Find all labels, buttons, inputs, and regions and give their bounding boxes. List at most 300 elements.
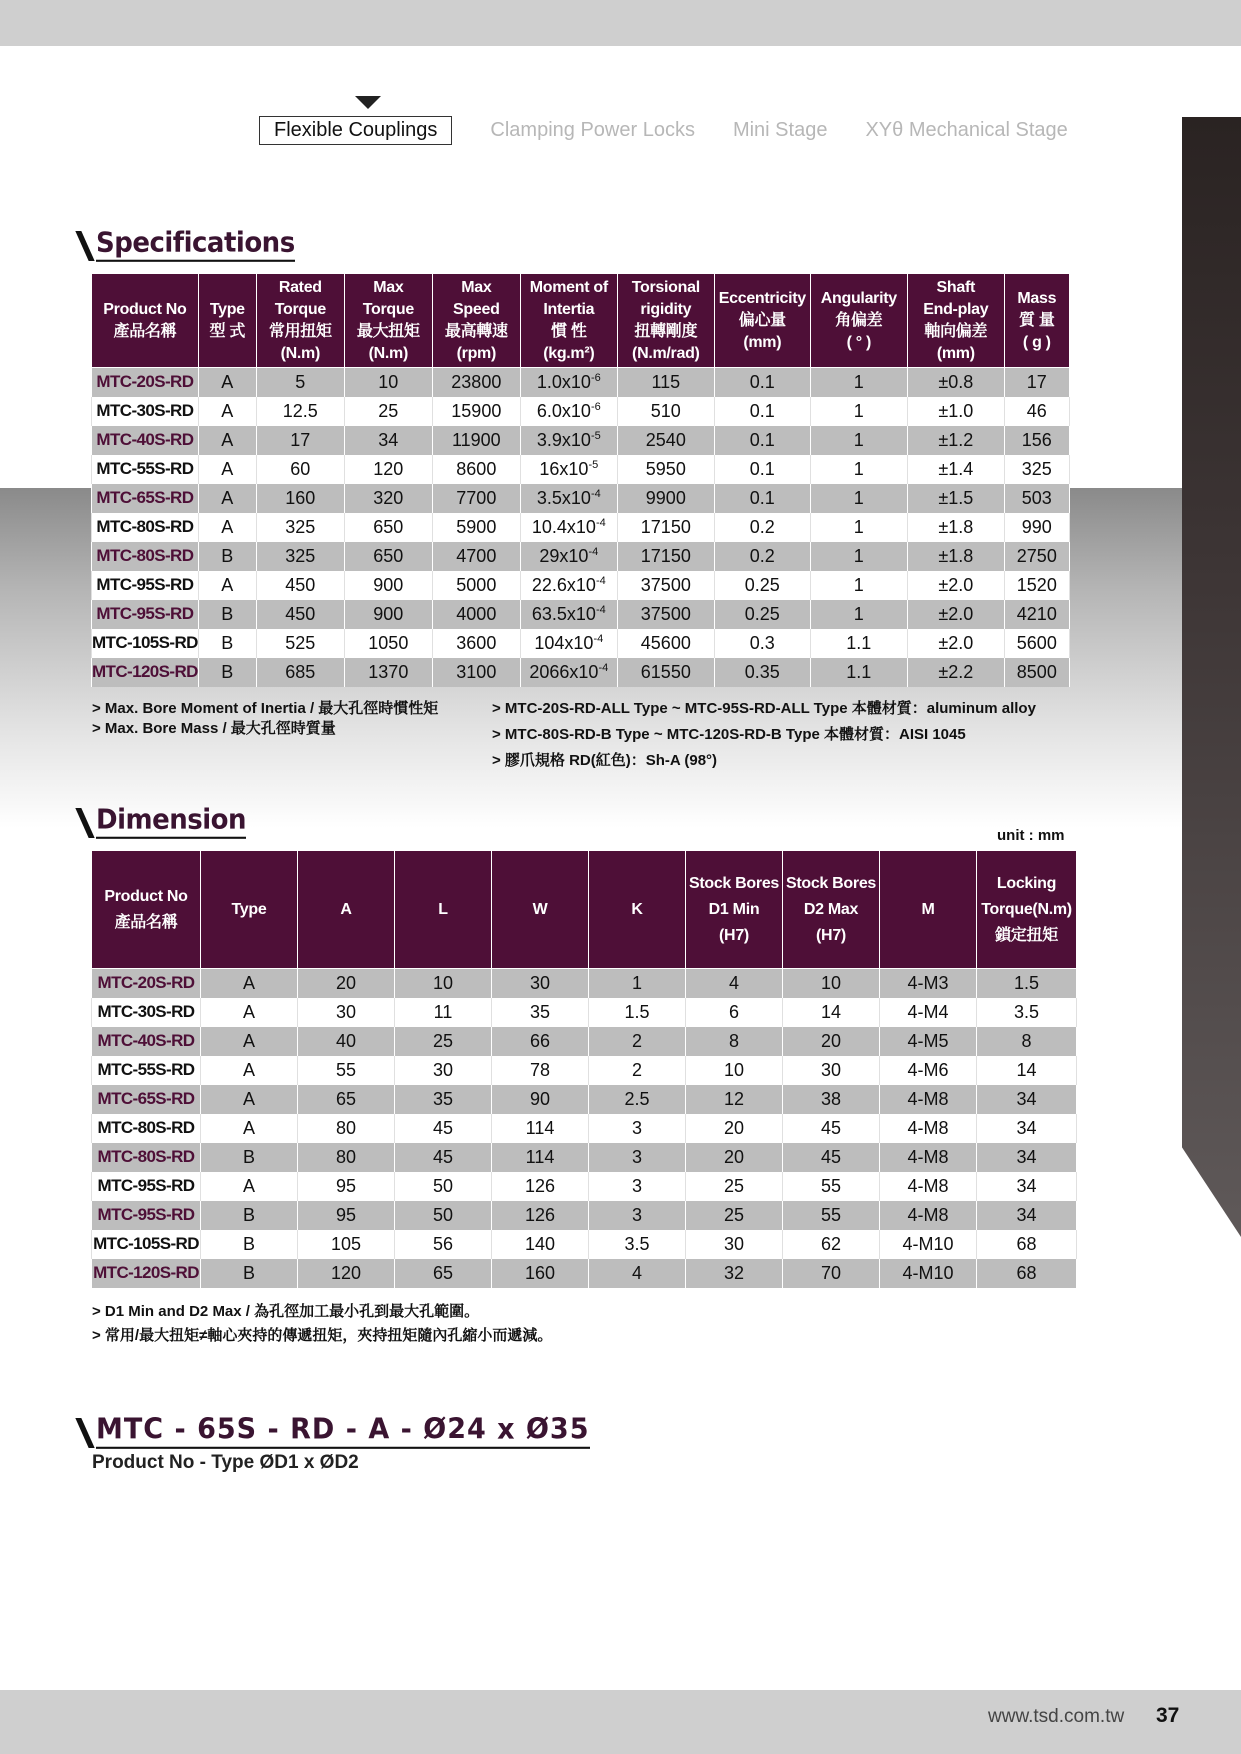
column-header: Torsional rigidity 扭轉剛度 (N.m/rad) [617,274,714,368]
inertia-mantissa: 104x10 [534,632,594,653]
dimension-title: Dimension [96,804,246,839]
table-cell: 38 [783,1085,880,1114]
table-cell: 0.1 [714,426,810,455]
column-header: Type 型 式 [198,274,256,368]
table-cell: 25 [395,1027,492,1056]
table-cell: 80 [298,1114,395,1143]
table-cell: 17 [1004,368,1069,397]
table-cell: 55 [783,1172,880,1201]
table-cell: 34 [977,1201,1077,1230]
inertia-mantissa: 2066x10 [529,661,599,682]
table-cell: 650 [344,513,432,542]
table-cell: 6 [686,998,783,1027]
product-no-cell: MTC-95S-RD [92,571,199,600]
table-cell: 1.1 [810,629,907,658]
table-cell: A [201,1085,298,1114]
table-cell: 1 [810,426,907,455]
dimension-notes [92,1300,552,1348]
table-cell: B [198,658,256,687]
unit-label: unit : mm [997,827,1065,844]
table-cell: 325 [256,542,344,571]
table-cell: 4-M4 [880,998,977,1027]
inertia-exponent: -4 [588,545,599,558]
product-no-cell: MTC-120S-RD [92,1259,201,1288]
table-cell: 20 [783,1027,880,1056]
table-cell: 10 [344,368,432,397]
table-cell: 3.5 [589,1230,686,1259]
table-cell: 35 [492,998,589,1027]
table-row [92,1114,1077,1143]
inertia-exponent: -4 [598,661,609,674]
table-cell: 9900 [617,484,714,513]
table-cell: 11 [395,998,492,1027]
table-cell: ±0.8 [907,368,1004,397]
inertia-cell [520,600,617,629]
table-cell: 3 [589,1114,686,1143]
table-cell: A [201,1114,298,1143]
table-cell: ±1.8 [907,513,1004,542]
inertia-cell [520,426,617,455]
product-no-cell: MTC-95S-RD [92,600,199,629]
table-cell: 25 [344,397,432,426]
table-cell: 34 [977,1172,1077,1201]
dimension-heading [82,805,246,838]
table-cell: 1.5 [977,969,1077,998]
top-band [0,0,1241,46]
inertia-exponent: -4 [595,603,606,616]
table-cell: 4700 [432,542,520,571]
table-cell: 2540 [617,426,714,455]
table-cell: 1.1 [810,658,907,687]
table-cell: 45 [395,1143,492,1172]
product-no-cell: MTC-80S-RD [92,542,199,571]
table-cell: 450 [256,571,344,600]
dimension-header-row [92,851,1077,969]
table-cell: 4 [686,969,783,998]
column-header: Max Speed 最高轉速 (rpm) [432,274,520,368]
column-header: Shaft End-play 軸向偏差 (mm) [907,274,1004,368]
table-row [92,969,1077,998]
table-cell: 0.25 [714,600,810,629]
column-header: Moment of Intertia 慣 性 (kg.m²) [520,274,617,368]
table-row [92,484,1070,513]
table-cell: 34 [977,1114,1077,1143]
heading-slash-icon [75,1418,94,1448]
table-cell: 685 [256,658,344,687]
inertia-mantissa: 6.0x10 [536,400,591,421]
table-cell: 114 [492,1114,589,1143]
table-cell: A [201,1056,298,1085]
specifications-table [91,273,1070,687]
table-cell: 4000 [432,600,520,629]
table-cell: 30 [783,1056,880,1085]
table-row [92,1056,1077,1085]
table-cell: 1050 [344,629,432,658]
product-no-cell: MTC-95S-RD [92,1201,201,1230]
table-cell: 10 [686,1056,783,1085]
category-nav [259,116,1106,145]
table-cell: 0.1 [714,397,810,426]
table-cell: 32 [686,1259,783,1288]
table-cell: 4-M3 [880,969,977,998]
product-no-cell: MTC-20S-RD [92,969,201,998]
table-cell: 1 [810,571,907,600]
column-header: W [492,851,589,969]
inertia-cell [520,484,617,513]
table-cell: 37500 [617,600,714,629]
table-cell: 1.5 [589,998,686,1027]
column-header: L [395,851,492,969]
table-cell: A [198,368,256,397]
note-line: > MTC-20S-RD-ALL Type ~ MTC-95S-RD-ALL Type 本體材質：aluminum alloy [492,700,1036,717]
table-cell: 95 [298,1172,395,1201]
table-cell: 503 [1004,484,1069,513]
table-cell: 8500 [1004,658,1069,687]
table-cell: 320 [344,484,432,513]
table-row [92,1143,1077,1172]
column-header: Product No 產品名稱 [92,851,201,969]
inertia-exponent: -6 [590,400,601,413]
table-row [92,542,1070,571]
heading-slash-icon [75,231,94,261]
table-cell: 8 [686,1027,783,1056]
table-cell: 5 [256,368,344,397]
specifications-notes-right [492,696,1036,774]
tab-flexible-couplings[interactable]: Flexible Couplings [259,116,452,145]
table-cell: 70 [783,1259,880,1288]
column-header: Max Torque 最大扭矩 (N.m) [344,274,432,368]
table-cell: 115 [617,368,714,397]
inertia-mantissa: 3.9x10 [536,429,591,450]
table-cell: A [201,998,298,1027]
table-cell: ±2.2 [907,658,1004,687]
product-no-cell: MTC-20S-RD [92,368,199,397]
table-row [92,1259,1077,1288]
table-cell: 14 [977,1056,1077,1085]
table-cell: 4-M8 [880,1172,977,1201]
product-no-cell: MTC-105S-RD [92,1230,201,1259]
table-cell: 900 [344,600,432,629]
table-row [92,426,1070,455]
table-cell: 4-M8 [880,1114,977,1143]
table-cell: 4-M8 [880,1201,977,1230]
inertia-cell [520,542,617,571]
table-cell: 17 [256,426,344,455]
footer-url[interactable]: www.tsd.com.tw [988,1706,1125,1727]
table-cell: 56 [395,1230,492,1259]
column-header: Locking Torque(N.m) 鎖定扭矩 [977,851,1077,969]
table-cell: B [198,600,256,629]
table-cell: 0.1 [714,455,810,484]
table-cell: A [201,1027,298,1056]
product-no-cell: MTC-80S-RD [92,1143,201,1172]
table-cell: B [198,542,256,571]
note-line: > Max. Bore Moment of Inertia / 最大孔徑時慣性矩 [92,700,439,717]
product-no-cell: MTC-80S-RD [92,1114,201,1143]
column-header: Rated Torque 常用扭矩 (N.m) [256,274,344,368]
table-cell: 0.2 [714,542,810,571]
table-cell: 55 [783,1201,880,1230]
product-no-cell: MTC-40S-RD [92,1027,201,1056]
table-row [92,629,1070,658]
table-cell: 7700 [432,484,520,513]
table-cell: 1 [810,368,907,397]
table-cell: 11900 [432,426,520,455]
specifications-heading [82,228,295,261]
tab-clamping-power-locks[interactable]: Clamping Power Locks [490,119,695,141]
table-cell: 46 [1004,397,1069,426]
inertia-cell [520,455,617,484]
table-cell: 2.5 [589,1085,686,1114]
specifications-notes-left [92,696,438,742]
table-cell: 160 [492,1259,589,1288]
table-cell: 34 [344,426,432,455]
product-no-cell: MTC-65S-RD [92,484,199,513]
product-no-cell: MTC-40S-RD [92,426,199,455]
side-accent-bar [1182,117,1241,1237]
table-cell: 3100 [432,658,520,687]
table-row [92,1230,1077,1259]
table-cell: 4-M10 [880,1259,977,1288]
table-cell: 4-M5 [880,1027,977,1056]
table-row [92,397,1070,426]
product-no-cell: MTC-30S-RD [92,397,199,426]
column-header: A [298,851,395,969]
table-cell: 0.25 [714,571,810,600]
part-number-code: MTC - 65S - RD - A - Ø24 x Ø35 [96,1413,590,1449]
inertia-mantissa: 29x10 [539,545,589,566]
table-cell: 20 [298,969,395,998]
table-cell: 2 [589,1027,686,1056]
table-cell: 3 [589,1143,686,1172]
inertia-cell [520,368,617,397]
note-line: > D1 Min and D2 Max / 為孔徑加工最小孔到最大孔範圍。 [92,1303,480,1320]
table-cell: 4-M6 [880,1056,977,1085]
table-cell: B [201,1230,298,1259]
product-no-cell: MTC-105S-RD [92,629,199,658]
table-cell: 65 [395,1259,492,1288]
inertia-exponent: -5 [590,429,601,442]
table-cell: 12 [686,1085,783,1114]
specifications-body [92,368,1070,687]
table-row [92,513,1070,542]
active-tab-arrow-icon [355,96,381,109]
table-row [92,1172,1077,1201]
table-row [92,658,1070,687]
table-cell: 14 [783,998,880,1027]
product-no-cell: MTC-95S-RD [92,1172,201,1201]
table-cell: ±2.0 [907,571,1004,600]
inertia-exponent: -6 [590,371,601,384]
table-row [92,600,1070,629]
table-cell: ±1.5 [907,484,1004,513]
table-cell: 2 [589,1056,686,1085]
table-cell: 60 [256,455,344,484]
table-cell: ±1.8 [907,542,1004,571]
table-cell: 5000 [432,571,520,600]
column-header: Stock Bores D1 Min (H7) [686,851,783,969]
inertia-exponent: -4 [595,574,606,587]
table-cell: 1370 [344,658,432,687]
inertia-exponent: -4 [595,516,606,529]
table-cell: 25 [686,1172,783,1201]
specifications-header-row [92,274,1070,368]
table-cell: 4-M10 [880,1230,977,1259]
table-row [92,368,1070,397]
tab-mini-stage[interactable]: Mini Stage [732,119,828,141]
table-cell: 80 [298,1143,395,1172]
table-cell: 4-M8 [880,1143,977,1172]
product-no-cell: MTC-65S-RD [92,1085,201,1114]
table-cell: 78 [492,1056,589,1085]
table-cell: 45 [783,1114,880,1143]
column-header: K [589,851,686,969]
table-cell: A [201,969,298,998]
table-cell: 1 [810,600,907,629]
inertia-mantissa: 3.5x10 [536,487,591,508]
table-cell: 17150 [617,513,714,542]
inertia-cell [520,658,617,687]
table-cell: 990 [1004,513,1069,542]
table-cell: 650 [344,542,432,571]
table-cell: 0.1 [714,484,810,513]
table-cell: A [198,426,256,455]
table-cell: 30 [492,969,589,998]
table-cell: 120 [298,1259,395,1288]
table-cell: 37500 [617,571,714,600]
table-cell: ±1.4 [907,455,1004,484]
table-cell: 8 [977,1027,1077,1056]
part-number-legend: Product No - Type ØD1 x ØD2 [92,1452,359,1473]
table-row [92,571,1070,600]
table-row [92,1201,1077,1230]
table-cell: 45600 [617,629,714,658]
table-cell: 62 [783,1230,880,1259]
tab-xy-mechanical-stage[interactable]: XYθ Mechanical Stage [865,119,1068,141]
table-cell: 45 [783,1143,880,1172]
table-cell: 20 [686,1114,783,1143]
table-cell: 4210 [1004,600,1069,629]
table-cell: 105 [298,1230,395,1259]
product-no-cell: MTC-30S-RD [92,998,201,1027]
table-cell: 8600 [432,455,520,484]
table-cell: B [198,629,256,658]
table-cell: ±2.0 [907,629,1004,658]
inertia-exponent: -5 [588,458,599,471]
table-cell: 65 [298,1085,395,1114]
table-cell: 34 [977,1085,1077,1114]
table-cell: 3600 [432,629,520,658]
product-no-cell: MTC-80S-RD [92,513,199,542]
table-row [92,1027,1077,1056]
table-cell: 450 [256,600,344,629]
inertia-cell [520,571,617,600]
table-cell: 1 [810,484,907,513]
table-cell: 0.2 [714,513,810,542]
column-header: Mass 質 量 ( g ) [1004,274,1069,368]
column-header: Angularity 角偏差 ( ° ) [810,274,907,368]
table-cell: 5900 [432,513,520,542]
table-cell: 126 [492,1172,589,1201]
table-cell: 30 [686,1230,783,1259]
inertia-mantissa: 10.4x10 [531,516,596,537]
table-cell: 1 [810,397,907,426]
table-cell: ±1.0 [907,397,1004,426]
inertia-cell [520,513,617,542]
table-cell: 3.5 [977,998,1077,1027]
table-cell: ±1.2 [907,426,1004,455]
table-cell: 95 [298,1201,395,1230]
product-no-cell: MTC-55S-RD [92,1056,201,1085]
inertia-cell [520,629,617,658]
inertia-mantissa: 22.6x10 [531,574,596,595]
specifications-title: Specifications [96,227,295,262]
table-cell: 10 [783,969,880,998]
column-header: Eccentricity 偏心量 (mm) [714,274,810,368]
column-header: M [880,851,977,969]
note-line: > 常用/最大扭矩≠軸心夾持的傳遞扭矩，夾持扭矩隨內孔縮小而遞減。 [92,1327,553,1344]
table-cell: 156 [1004,426,1069,455]
table-row [92,1085,1077,1114]
table-cell: 0.1 [714,368,810,397]
table-row [92,998,1077,1027]
column-header: Product No 產品名稱 [92,274,199,368]
table-cell: 12.5 [256,397,344,426]
table-cell: 0.35 [714,658,810,687]
inertia-exponent: -4 [590,487,601,500]
inertia-mantissa: 16x10 [539,458,589,479]
table-cell: 61550 [617,658,714,687]
table-cell: 30 [395,1056,492,1085]
page-number: 37 [1156,1704,1180,1727]
table-cell: 35 [395,1085,492,1114]
table-cell: 68 [977,1259,1077,1288]
column-header: Type [201,851,298,969]
table-cell: B [201,1143,298,1172]
table-cell: A [201,1172,298,1201]
table-cell: 160 [256,484,344,513]
column-header: Stock Bores D2 Max (H7) [783,851,880,969]
table-cell: A [198,571,256,600]
table-cell: A [198,513,256,542]
inertia-cell [520,397,617,426]
table-cell: 114 [492,1143,589,1172]
inertia-exponent: -4 [593,632,604,645]
table-cell: 325 [1004,455,1069,484]
table-cell: 1 [810,542,907,571]
product-no-cell: MTC-120S-RD [92,658,199,687]
table-cell: A [198,484,256,513]
table-cell: 325 [256,513,344,542]
table-cell: 90 [492,1085,589,1114]
table-cell: 55 [298,1056,395,1085]
table-cell: 68 [977,1230,1077,1259]
note-line: > 膠爪規格 RD(紅色)：Sh-A (98°) [492,752,718,769]
table-cell: 2750 [1004,542,1069,571]
table-cell: 15900 [432,397,520,426]
table-cell: 5600 [1004,629,1069,658]
table-cell: 140 [492,1230,589,1259]
table-cell: 1 [589,969,686,998]
inertia-mantissa: 1.0x10 [536,371,591,392]
table-cell: 40 [298,1027,395,1056]
table-cell: 5950 [617,455,714,484]
table-cell: 1 [810,513,907,542]
table-cell: 4-M8 [880,1085,977,1114]
table-cell: 66 [492,1027,589,1056]
table-cell: 34 [977,1143,1077,1172]
table-cell: 525 [256,629,344,658]
